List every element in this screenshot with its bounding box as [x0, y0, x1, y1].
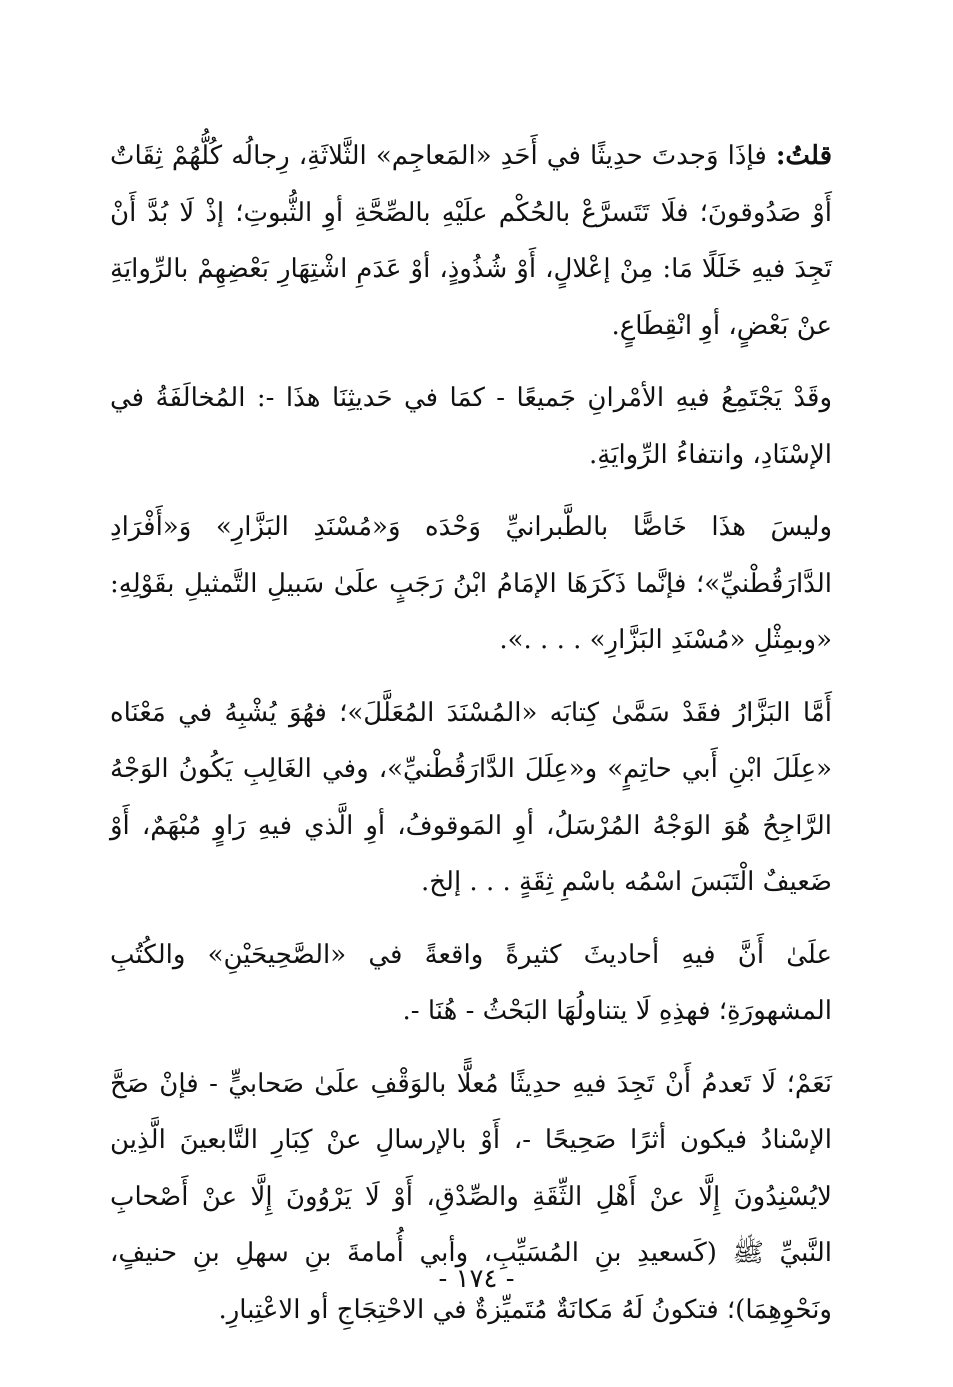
paragraph-4: [110, 685, 832, 911]
page-number: - ١٧٤ -: [438, 1264, 515, 1294]
paragraph-2-text: وقَدْ يَجْتَمِعُ فيهِ الأمْرانِ جَميعًا - كمَا في حَديثِنَا هذَا -: المُخالَفَةُ في الإسْنَادِ، وانتفاءُ الرِّوايَةِ.: [110, 383, 832, 470]
paragraph-2: [110, 370, 832, 483]
paragraph-5: [110, 927, 832, 1040]
paragraph-3: [110, 499, 832, 669]
paragraph-6-text: نَعَمْ؛ لَا تَعدمُ أَنْ تَجِدَ فيهِ حدِيثًا مُعلًّا بالوَقْفِ علَىٰ صَحابيٍّ - فإنْ صَحَّ الإسْنادُ فيكون أثرًا صَحِيحًا -، أَوْ بالإرسالِ عنْ كِبَارِ التَّابعينَ الَّذِين لايُسْنِدُونَ إِلَّا عنْ أَهْلِ الثِّقَةِ والصِّدْقِ، أَوْ لَا يَرْوُونَ إِلَّا عنْ أَصْحابِ النَّبيِّ ﷺ (كَسعيدِ بنِ المُسَيِّبِ، وأبي أُمامةَ بنِ سهلِ بنِ حنيفٍ، ونَحْوِهِمَا)؛ فتكونُ لَهُ مَكانَةٌ مُتَميِّزةٌ في الاحْتِجَاجِ أو الاعْتِبارِ.: [110, 1068, 832, 1325]
lead-word: قلتُ:: [775, 141, 832, 171]
paragraph-1: [110, 128, 832, 354]
paragraph-4-text: أَمَّا البَزَّارُ فقَدْ سَمَّىٰ كِتابَه «المُسْنَدَ المُعَلَّلَ»؛ فهُوَ يُشْبِهُ في مَعْنَاه «عِلَلَ ابْنِ أَبي حاتِمٍ» و«عِلَلَ الدَّارَقُطْنيِّ»، وفي الغَالِبِ يَكُونُ الوَجْهُ الرَّاجِحُ هُوَ الوَجْهُ المُرْسَلُ، أوِ المَوقوفُ، أوِ الَّذي فيهِ رَاوٍ مُبْهَمٌ، أَوْ ضَعيفٌ الْتَبَسَ اسْمُه باسْمِ ثِقَةٍ . . . إلخ.: [110, 697, 832, 897]
paragraph-5-text: علَىٰ أَنَّ فيهِ أحاديثَ كثيرةً واقعةً في «الصَّحِيحَيْنِ» والكُتُبِ المشهورَةِ؛ فهذِهِ لَا يتناولُهَا البَحْثُ - هُنَا -.: [110, 939, 832, 1026]
paragraph-6: [110, 1056, 832, 1339]
paragraph-1-text: فإذَا وَجدتَ حدِيثًا في أَحَدِ «المَعاجِم» الثَّلاثَةِ، رِجالُه كُلُّهُمْ ثِقَاتٌ أَوْ صَدُوقونَ؛ فلَا تَتَسرَّعْ بالحُكْم علَيْهِ بالصِّحَّةِ أوِ الثُّبوتِ؛ إذْ لَا بُدَّ أَنْ تَجِدَ فيهِ خَلَلًا مَا: مِنْ إعْلالٍ، أَوْ شُذُوذٍ، أوْ عَدَمِ اشْتِهَارِ بَعْضِهِمْ بالرِّوايَةِ عنْ بَعْضٍ، أوِ انْقِطَاعٍ.: [110, 141, 832, 341]
paragraph-3-text: وليسَ هذَا خَاصًّا بالطَّبرانيِّ وَحْدَه وَ«مُسْنَدِ البَزَّارِ» وَ«أَفْرَادِ الدَّارَقُطْنيِّ»؛ فإنَّما ذَكَرَهَا الإمَامُ ابْنُ رَجَبٍ علَىٰ سَبيلِ التَّمثيلِ بقَوْلِهِ: «وبمِثْلِ «مُسْنَدِ البَزَّارِ» . . . .».: [110, 512, 832, 655]
page-body: [110, 128, 832, 1368]
